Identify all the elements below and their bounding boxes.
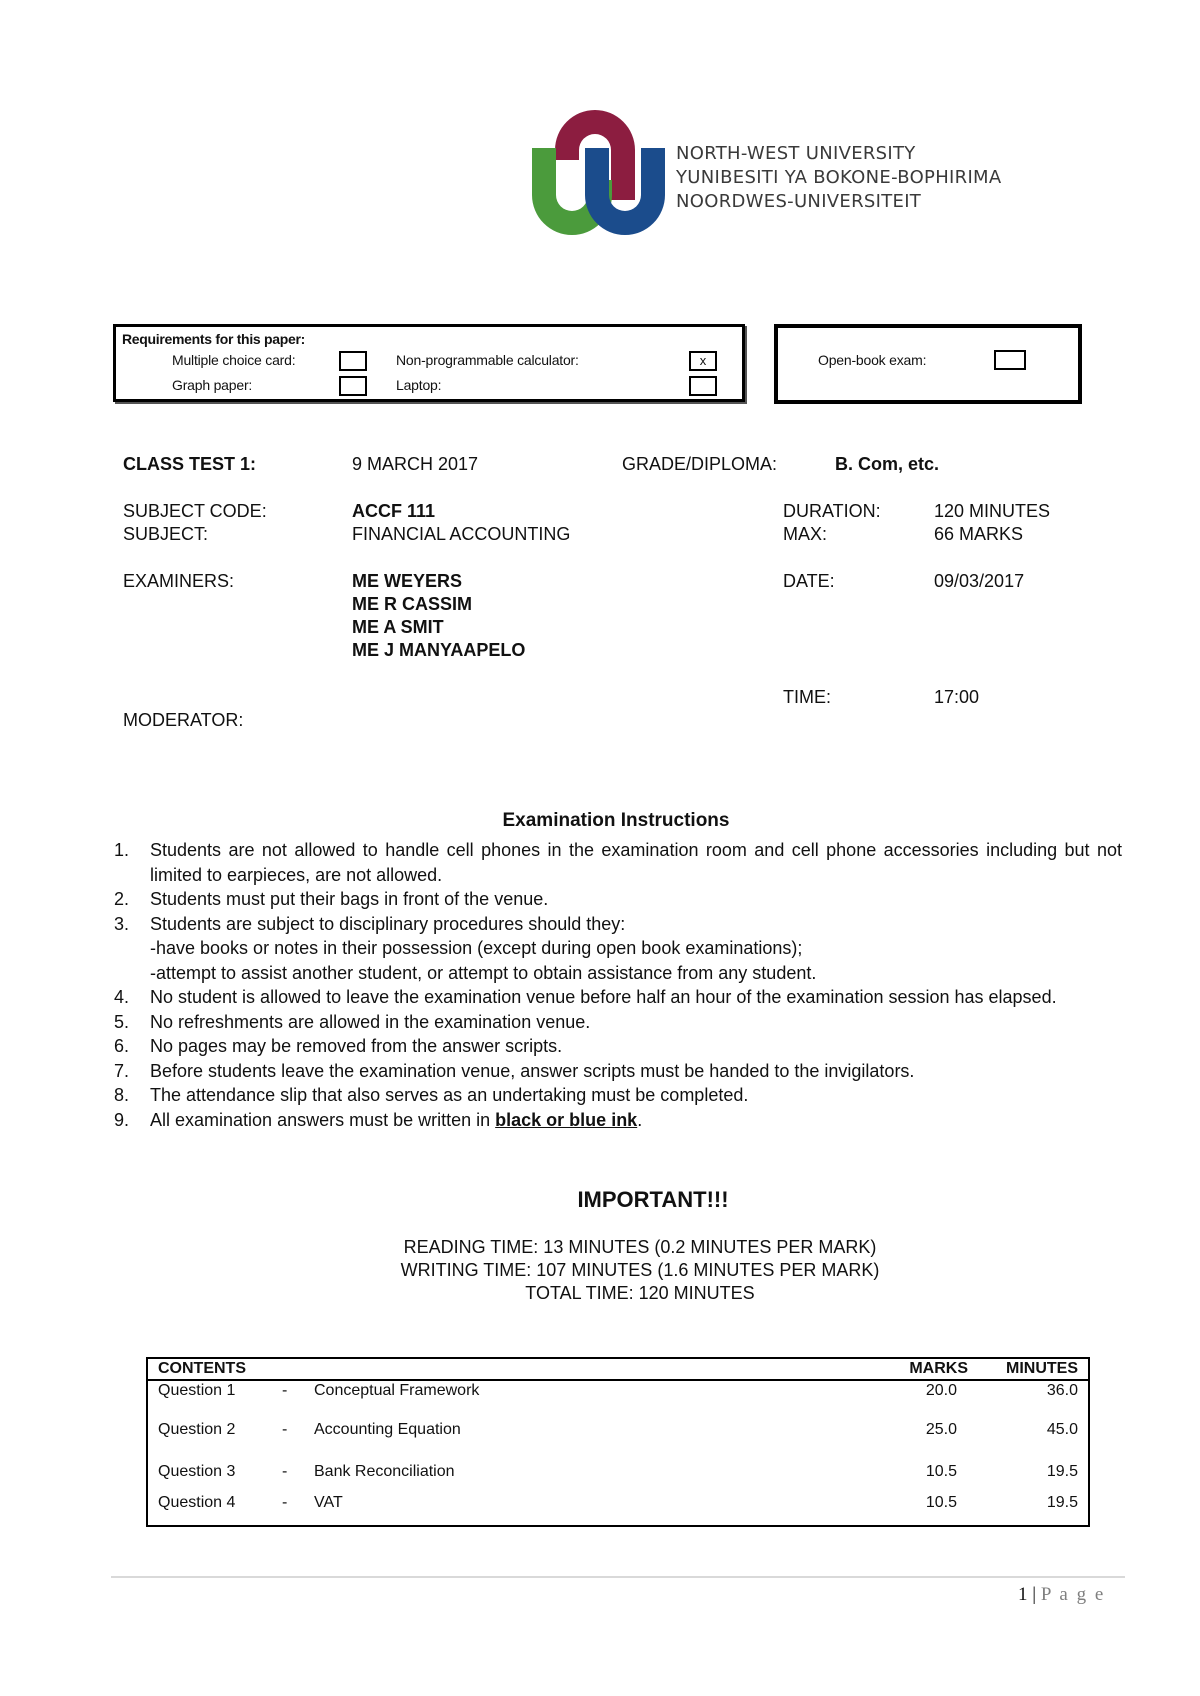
- total-time: TOTAL TIME: 120 MINUTES: [525, 1283, 755, 1303]
- graph-paper-label: Graph paper:: [172, 377, 253, 393]
- instruction-item: 1. Students are not allowed to handle cell phones in the examination room and cell phone accessories including but not limited to earpieces, are not allowed.: [114, 840, 1122, 885]
- page-label: P a g e: [1040, 1584, 1106, 1605]
- instruction-item: 2. Students must put their bags in front of the venue.: [114, 889, 549, 909]
- calculator-label: Non-programmable calculator:: [396, 352, 579, 368]
- examiner-1: ME WEYERS: [352, 571, 463, 591]
- logo-line-2: YUNIBESITI YA BOKONE-BOPHIRIMA: [676, 167, 1002, 188]
- page-separator: |: [1032, 1584, 1037, 1605]
- class-test-date: 9 MARCH 2017: [352, 454, 479, 474]
- logo-text: [676, 142, 1002, 214]
- instruction-item: 7. Before students leave the examination venue, answer scripts must be handed to the invigilators.: [114, 1060, 915, 1081]
- graph-paper-checkbox[interactable]: [339, 376, 367, 396]
- calculator-checkbox[interactable]: x: [689, 351, 717, 371]
- footer-divider: [111, 1576, 1125, 1578]
- logo-line-3: NOORDWES-UNIVERSITEIT: [676, 191, 922, 212]
- instruction-item: 5. No refreshments are allowed in the examination venue.: [114, 1011, 591, 1032]
- marks-header: MARKS: [909, 1360, 968, 1377]
- class-test-label: CLASS TEST 1:: [123, 454, 257, 474]
- instruction-item: 6. No pages may be removed from the answer scripts.: [114, 1036, 563, 1056]
- page-number: 1: [1018, 1584, 1028, 1605]
- open-book-box: [774, 324, 1082, 404]
- instruction-item: 8. The attendance slip that also serves as an undertaking must be completed.: [114, 1085, 749, 1105]
- examiner-3: ME A SMIT: [352, 617, 444, 637]
- examiner-4: ME J MANYAAPELO: [352, 640, 526, 660]
- max-value: 66 MARKS: [934, 524, 1024, 544]
- time-value: 17:00: [934, 687, 980, 707]
- instruction-item: 3. Students are subject to disciplinary procedures should they: -have books or notes in their possession (except during open book examinations); -attempt to assist another student, or attempt to obtain assistance from any student.: [114, 913, 817, 983]
- page-footer: [1018, 1584, 1105, 1606]
- minutes-header: MINUTES: [1006, 1360, 1078, 1377]
- open-book-checkbox[interactable]: [994, 350, 1026, 370]
- instruction-item: 4. No student is allowed to leave the examination venue before half an hour of the examination session has elapsed.: [114, 987, 1057, 1007]
- date-label: DATE:: [783, 571, 835, 591]
- duration-label: DURATION:: [783, 501, 881, 521]
- contents-header: [148, 1359, 1088, 1381]
- max-label: MAX:: [783, 524, 828, 544]
- time-label: TIME:: [783, 687, 831, 707]
- date-value: 09/03/2017: [934, 571, 1025, 591]
- subject-label: SUBJECT:: [123, 524, 209, 544]
- nwu-emblem-icon: [528, 100, 668, 245]
- grade-label: GRADE/DIPLOMA:: [622, 454, 778, 474]
- multiple-choice-checkbox[interactable]: [339, 351, 367, 371]
- writing-time: WRITING TIME: 107 MINUTES (1.6 MINUTES PER MARK): [400, 1260, 880, 1280]
- laptop-label: Laptop:: [396, 377, 442, 393]
- subject-code-value: ACCF 111: [352, 501, 436, 521]
- contents-header-label: CONTENTS: [158, 1360, 246, 1377]
- ink-emphasis: black or blue ink: [495, 1109, 638, 1130]
- instruction-item: 9. All examination answers must be written in black or blue ink.: [114, 1109, 643, 1130]
- requirements-title: Requirements for this paper:: [122, 331, 305, 347]
- logo-line-1: NORTH-WEST UNIVERSITY: [676, 143, 916, 164]
- laptop-checkbox[interactable]: [689, 376, 717, 396]
- important-title: IMPORTANT!!!: [577, 1187, 729, 1212]
- instructions-title: Examination Instructions: [502, 810, 730, 831]
- contents-table: CONTENTS MARKS MINUTES Question 1 - Conceptual Framework 20.0 36.0 Question 2 - Accounting Equation 25.0 45.0 Question 3 - Bank Reconciliation 10.5 19.5 Question 4 - VAT 10.5 19.5: [146, 1357, 1090, 1527]
- timing-block: [0, 1236, 1200, 1305]
- multiple-choice-label: Multiple choice card:: [172, 352, 296, 368]
- duration-value: 120 MINUTES: [934, 501, 1051, 521]
- reading-time: READING TIME: 13 MINUTES (0.2 MINUTES PER MARK): [403, 1237, 877, 1257]
- subject-code-label: SUBJECT CODE:: [123, 501, 267, 521]
- examiners-label: EXAMINERS:: [123, 571, 235, 591]
- university-logo: [528, 100, 1008, 245]
- grade-value: B. Com, etc.: [835, 454, 940, 474]
- examiner-2: ME R CASSIM: [352, 594, 473, 614]
- open-book-label: Open-book exam:: [818, 352, 927, 368]
- moderator-label: MODERATOR:: [123, 710, 244, 730]
- instructions-list: [112, 838, 1122, 1132]
- requirements-box: [113, 324, 745, 402]
- subject-value: FINANCIAL ACCOUNTING: [352, 524, 571, 544]
